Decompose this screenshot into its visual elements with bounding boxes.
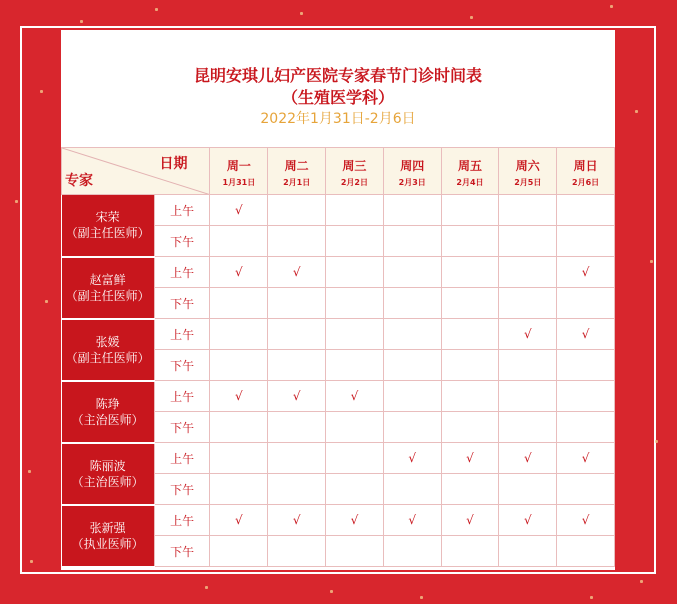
schedule-cell	[210, 257, 268, 288]
day-date: 2月1日	[283, 177, 311, 187]
schedule-cell	[441, 226, 499, 257]
schedule-card	[61, 30, 615, 570]
schedule-cell	[210, 288, 268, 319]
schedule-cell	[210, 381, 268, 412]
day-header-7	[557, 148, 615, 195]
schedule-cell	[557, 505, 615, 536]
check-mark: √	[350, 389, 359, 403]
sparkle-decoration	[420, 596, 423, 599]
schedule-cell	[210, 474, 268, 505]
sparkle-decoration	[40, 90, 43, 93]
sparkle-decoration	[330, 590, 333, 593]
table-header-row	[62, 148, 615, 195]
check-mark: √	[466, 451, 474, 465]
schedule-cell	[268, 288, 326, 319]
schedule-cell	[326, 412, 384, 443]
doctor-title: （主治医师）	[71, 474, 144, 489]
check-mark: √	[235, 203, 243, 217]
doctor-name: 张媛	[95, 334, 120, 349]
schedule-cell	[268, 536, 326, 567]
schedule-cell	[326, 319, 384, 350]
doctor-title: （副主任医师）	[65, 288, 150, 303]
schedule-cell	[383, 288, 441, 319]
schedule-cell	[499, 319, 557, 350]
schedule-cell	[499, 350, 557, 381]
table-row	[62, 443, 615, 474]
schedule-cell	[268, 319, 326, 350]
sparkle-decoration	[590, 596, 593, 599]
schedule-cell	[383, 319, 441, 350]
doctor-title: （主治医师）	[71, 412, 144, 427]
sparkle-decoration	[15, 200, 18, 203]
day-date: 2月4日	[456, 177, 484, 187]
check-mark: √	[235, 389, 243, 403]
schedule-cell	[210, 195, 268, 226]
corner-header-cell	[62, 148, 210, 195]
period-label-pm: 下午	[154, 474, 210, 505]
table-row	[62, 381, 615, 412]
sparkle-decoration	[80, 20, 83, 23]
schedule-cell	[383, 505, 441, 536]
schedule-cell	[268, 412, 326, 443]
doctor-name: 宋荣	[95, 210, 120, 225]
doctor-cell	[62, 505, 155, 567]
check-mark: √	[581, 451, 590, 465]
schedule-cell	[326, 350, 384, 381]
sparkle-decoration	[30, 560, 33, 563]
schedule-cell	[210, 443, 268, 474]
check-mark: √	[581, 327, 590, 341]
schedule-cell	[557, 350, 615, 381]
schedule-cell	[268, 350, 326, 381]
schedule-cell	[557, 474, 615, 505]
schedule-cell	[557, 381, 615, 412]
day-date: 2月6日	[572, 177, 600, 187]
day-header-2	[268, 148, 326, 195]
period-label-pm: 下午	[154, 226, 210, 257]
schedule-cell	[441, 412, 499, 443]
schedule-cell	[268, 195, 326, 226]
day-date: 1月31日	[222, 177, 256, 187]
period-label-pm: 下午	[154, 536, 210, 567]
schedule-cell	[499, 412, 557, 443]
schedule-cell	[326, 474, 384, 505]
day-date: 2月2日	[340, 177, 368, 187]
check-mark: √	[292, 513, 301, 527]
check-mark: √	[408, 451, 417, 465]
schedule-cell	[268, 226, 326, 257]
schedule-cell	[268, 474, 326, 505]
day-header-5	[441, 148, 499, 195]
check-mark: √	[350, 513, 359, 527]
schedule-cell	[441, 319, 499, 350]
day-header-6	[499, 148, 557, 195]
day-name: 周五	[457, 158, 482, 173]
schedule-cell	[326, 536, 384, 567]
period-label-pm: 下午	[154, 288, 210, 319]
check-mark: √	[292, 389, 301, 403]
doctor-cell	[62, 319, 155, 381]
schedule-cell	[268, 505, 326, 536]
day-header-4	[383, 148, 441, 195]
schedule-cell	[441, 505, 499, 536]
schedule-cell	[499, 443, 557, 474]
doctor-cell	[62, 257, 155, 319]
period-label-am: 上午	[154, 319, 210, 350]
schedule-cell	[441, 443, 499, 474]
period-label-am: 上午	[154, 257, 210, 288]
sparkle-decoration	[610, 5, 613, 8]
day-name: 周日	[573, 158, 598, 173]
table-row	[62, 319, 615, 350]
schedule-cell	[557, 226, 615, 257]
schedule-cell	[210, 319, 268, 350]
schedule-cell	[557, 195, 615, 226]
schedule-cell	[499, 226, 557, 257]
schedule-cell	[210, 226, 268, 257]
day-name: 周三	[342, 158, 367, 173]
doctor-name: 赵富鲜	[89, 272, 126, 287]
schedule-cell	[383, 257, 441, 288]
doctor-name: 陈丽波	[89, 458, 126, 473]
check-mark: √	[292, 265, 301, 279]
period-label-am: 上午	[154, 505, 210, 536]
schedule-cell	[210, 505, 268, 536]
schedule-cell	[383, 195, 441, 226]
date-label: 日期	[159, 156, 188, 172]
check-mark: √	[581, 265, 590, 279]
check-mark: √	[581, 513, 590, 527]
schedule-cell	[383, 474, 441, 505]
schedule-cell	[441, 536, 499, 567]
schedule-cell	[441, 288, 499, 319]
doctor-title: （执业医师）	[71, 536, 144, 551]
schedule-cell	[499, 288, 557, 319]
schedule-cell	[499, 474, 557, 505]
day-name: 周四	[400, 158, 425, 173]
sparkle-decoration	[655, 440, 658, 443]
schedule-cell	[210, 350, 268, 381]
schedule-cell	[499, 257, 557, 288]
doctor-cell	[62, 381, 155, 443]
day-name: 周六	[515, 158, 540, 173]
schedule-cell	[499, 536, 557, 567]
schedule-cell	[268, 381, 326, 412]
schedule-cell	[441, 474, 499, 505]
sparkle-decoration	[300, 12, 303, 15]
schedule-cell	[326, 381, 384, 412]
table-row	[62, 505, 615, 536]
doctor-title: （副主任医师）	[65, 226, 150, 241]
schedule-cell	[557, 443, 615, 474]
schedule-cell	[499, 381, 557, 412]
schedule-cell	[441, 195, 499, 226]
schedule-cell	[210, 536, 268, 567]
day-header-1	[210, 148, 268, 195]
department-subtitle: （生殖医学科）	[281, 88, 394, 107]
schedule-cell	[441, 257, 499, 288]
check-mark: √	[235, 265, 243, 279]
schedule-cell	[499, 195, 557, 226]
expert-label: 专家	[65, 173, 93, 189]
table-row	[62, 195, 615, 226]
sparkle-decoration	[45, 300, 48, 303]
schedule-cell	[499, 505, 557, 536]
day-name: 周一	[226, 158, 251, 173]
doctor-name: 张新强	[89, 520, 126, 535]
schedule-cell	[383, 536, 441, 567]
schedule-cell	[441, 350, 499, 381]
table-row	[62, 257, 615, 288]
check-mark: √	[466, 513, 474, 527]
doctor-name: 陈琤	[95, 396, 120, 411]
schedule-cell	[557, 536, 615, 567]
schedule-cell	[557, 288, 615, 319]
schedule-cell	[383, 381, 441, 412]
sparkle-decoration	[470, 16, 473, 19]
schedule-cell	[383, 226, 441, 257]
sparkle-decoration	[650, 260, 653, 263]
sparkle-decoration	[635, 110, 638, 113]
schedule-cell	[383, 412, 441, 443]
day-date: 2月5日	[514, 177, 542, 187]
schedule-cell	[557, 319, 615, 350]
schedule-cell	[557, 412, 615, 443]
day-date: 2月3日	[398, 177, 426, 187]
page-title: 昆明安琪儿妇产医院专家春节门诊时间表	[193, 66, 482, 85]
schedule-table	[61, 147, 615, 568]
schedule-cell	[557, 257, 615, 288]
schedule-cell	[383, 443, 441, 474]
doctor-cell	[62, 195, 155, 257]
check-mark: √	[523, 451, 532, 465]
period-label-pm: 下午	[154, 412, 210, 443]
doctor-cell	[62, 443, 155, 505]
period-label-am: 上午	[154, 195, 210, 226]
sparkle-decoration	[155, 8, 158, 11]
check-mark: √	[523, 327, 532, 341]
date-range: 2022年1月31日-2月6日	[260, 111, 416, 127]
day-name: 周二	[284, 158, 309, 173]
schedule-cell	[326, 288, 384, 319]
schedule-cell	[326, 505, 384, 536]
sparkle-decoration	[205, 586, 208, 589]
day-header-3	[326, 148, 384, 195]
check-mark: √	[523, 513, 532, 527]
schedule-cell	[441, 381, 499, 412]
period-label-am: 上午	[154, 381, 210, 412]
schedule-cell	[326, 195, 384, 226]
sparkle-decoration	[28, 470, 31, 473]
schedule-cell	[326, 257, 384, 288]
schedule-cell	[326, 226, 384, 257]
schedule-cell	[326, 443, 384, 474]
check-mark: √	[235, 513, 243, 527]
check-mark: √	[408, 513, 417, 527]
sparkle-decoration	[640, 580, 643, 583]
schedule-cell	[268, 443, 326, 474]
schedule-cell	[210, 412, 268, 443]
schedule-cell	[383, 350, 441, 381]
doctor-title: （副主任医师）	[65, 350, 150, 365]
schedule-cell	[268, 257, 326, 288]
period-label-pm: 下午	[154, 350, 210, 381]
period-label-am: 上午	[154, 443, 210, 474]
